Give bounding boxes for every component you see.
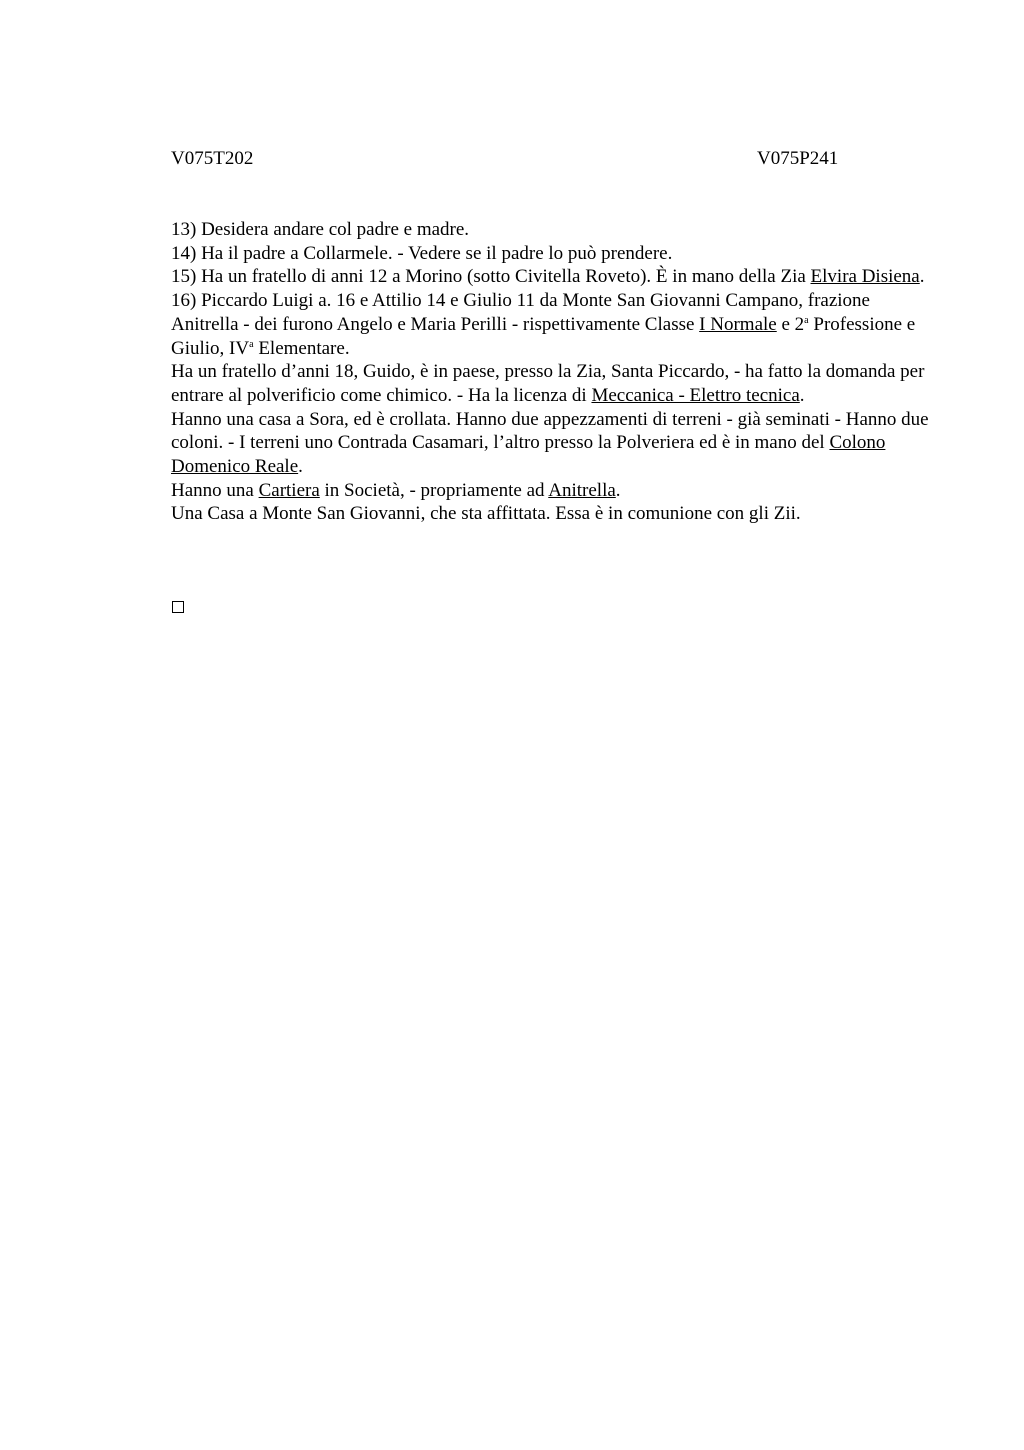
item-16-text-b: e 2: [776, 313, 805, 335]
paragraph-1-text: Ha un fratello d’anni 18, Guido, è in paese, presso la Zia, Santa Piccardo, - ha fatto la domanda per entrare al polverificio come chimico. - Ha la licenza di: [171, 361, 925, 406]
paragraph-3-text-a: Hanno una: [171, 479, 259, 501]
paragraph-3: [171, 479, 931, 503]
item-14: 14) Ha il padre a Collarmele. - Vedere se il padre lo può prendere.: [171, 242, 673, 264]
paragraph-1-underlined: Meccanica - Elettro tecnica: [591, 384, 800, 406]
checkbox-square-icon: [172, 601, 184, 613]
paragraph-2-underlined: Colono Domenico Reale: [171, 432, 886, 478]
paragraph-2: [171, 408, 931, 479]
paragraph-3-underlined-1: Cartiera: [258, 479, 320, 501]
paragraph-4: Una Casa a Monte San Giovanni, che sta affittata. Essa è in comunione con gli Zii.: [171, 503, 801, 525]
header-right-code: V075P241: [757, 148, 839, 169]
paragraph-2-text: Hanno una casa a Sora, ed è crollata. Hanno due appezzamenti di terreni - già seminati - Hanno due coloni. - I terreni uno Contrada Casamari, l’altro presso la Polveriera ed è in mano del: [171, 408, 929, 454]
item-15-end: .: [919, 266, 925, 288]
item-16-superscript-1: a: [804, 314, 809, 326]
paragraph-3-end: .: [615, 479, 621, 501]
item-16-text-d: Elementare.: [253, 337, 350, 359]
paragraph-3-text-b: in Società, - propriamente ad: [319, 479, 549, 501]
item-13: 13) Desidera andare col padre e madre.: [171, 219, 470, 240]
item-15-text: 15) Ha un fratello di anni 12 a Morino (sotto Civitella Roveto). È in mano della Zia: [171, 266, 811, 288]
item-16-text-a: 16) Piccardo Luigi a. 16 e Attilio 14 e Giulio 11 da Monte San Giovanni Campano, frazione Anitrella - dei furono Angelo e Maria Perilli - rispettivamente Classe: [171, 290, 870, 335]
header-left-code: V075T202: [171, 148, 254, 169]
item-15: [171, 265, 931, 289]
paragraph-2-end: .: [298, 456, 303, 478]
paragraph-1: [171, 360, 931, 407]
item-15-underlined: Elvira Disiena: [810, 266, 920, 288]
item-16-superscript-2: a: [249, 338, 254, 350]
document-body: [171, 218, 931, 526]
paragraph-3-underlined-2: Anitrella: [548, 479, 616, 501]
item-16-underlined: I Normale: [699, 313, 777, 335]
item-16: [171, 289, 931, 360]
item-16-text-c: Professione e Giulio, IV: [171, 313, 916, 359]
paragraph-1-end: .: [799, 384, 805, 406]
